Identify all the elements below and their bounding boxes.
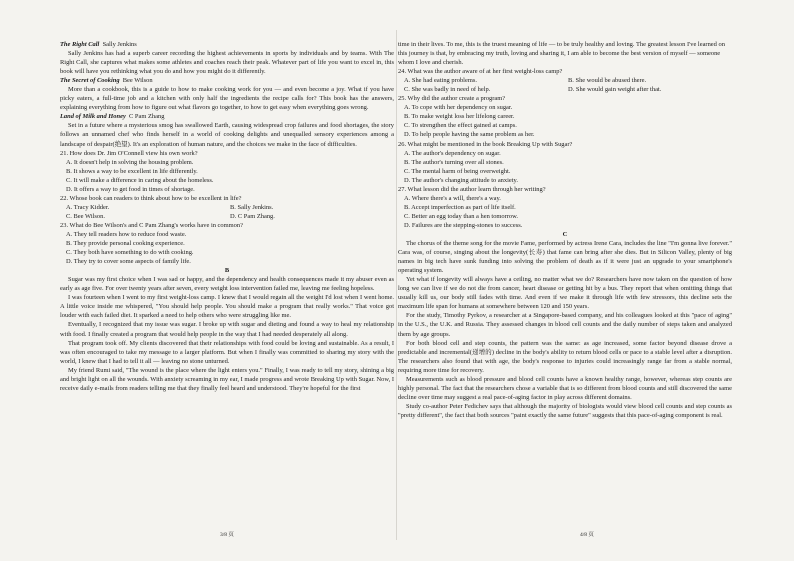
left-column	[60, 40, 394, 393]
option: B. Accept imperfection as part of life itself.	[404, 203, 516, 211]
passage-paragraph: Study co-author Peter Fedichev says that although the majority of biologists would view blood cell counts and step counts as "pretty different", the fact that both sources "paint exactly the same future" suggests that this pace-of-aging component is real.	[398, 402, 732, 419]
passage-paragraph: For both blood cell and step counts, the pattern was the same: as age increased, some factor beyond disease drove a predictable and incremental(递增的) decline in the body's ability to return blood cells or pace to a stable level after a disruption. The researchers also found that with age, the body's response to injuries could increasingly range far from a stable normal, requiring more time for recovery.	[398, 339, 732, 374]
page-divider	[396, 30, 397, 540]
option: D. Failures are the stepping-stones to success.	[404, 221, 523, 229]
option: A. Where there's a will, there's a way.	[404, 194, 501, 202]
option-row: A. She had eating problems. B. She would be abused there.	[404, 77, 647, 85]
option-row: C. Bee Wilson. D. C Pam Zhang.	[66, 212, 275, 220]
passage-paragraph: That program took off. My clients discovered that their relationships with food could be loving and sustainable. As a result, I was often encouraged to take my message to a larger platform. But when I finally was committed to sharing my story with the world, I knew that I had to tell it all — leaving no stone unturned.	[60, 339, 394, 365]
right-column	[398, 40, 732, 420]
question-23: 23. What do Bee Wilson's and C Pam Zhang's works have in common?	[60, 221, 243, 229]
option: C. It will make a difference in caring about the homeless.	[66, 176, 214, 184]
passage-paragraph: The chorus of the theme song for the movie Fame, performed by actress Irene Cara, includes the line "I'm gonna live forever." Cara was, of course, singing about the longevity(长寿) that fame can bring after she dies. But in Silicon Valley, plenty of big names in big tech have sunk funding into solving the problem of death as if it were just an upgrade to your smartphone's operating system.	[398, 240, 732, 275]
passage-paragraph: For the study, Timothy Pyrkov, a researcher at a Singapore-based company, and his colleagues looked at this "pace of aging" in the U.S., the U.K. and Russia. They assessed changes in blood cell counts and the daily number of steps taken and analyzed them by age groups.	[398, 312, 732, 338]
book-heading: Land of Milk and Honey C Pam Zhang	[60, 113, 165, 121]
option: C. The mental harm of being overweight.	[404, 167, 511, 175]
passage-paragraph: I was fourteen when I went to my first weight-loss camp. I knew that I would regain all the weight I'd lost when I went home. A little voice inside me whispered, "You should help people. You should make a program that really works." That voice got louder with each failed diet. It sparked a need to help others who were struggling like me.	[60, 294, 394, 320]
option: C. To strengthen the effect gained at camps.	[404, 122, 517, 130]
passage-paragraph: Sugar was my first choice when I was sad or happy, and the dependency and health consequences made it my abuser even as early as age five. For over twenty years after seven, every weight loss intervention failed me, leaving me feeling hopeless.	[60, 276, 394, 293]
question-27: 27. What lesson did the author learn through her writing?	[398, 185, 546, 193]
option: D. To help people having the same problem as her.	[404, 131, 535, 139]
passage-paragraph: Eventually, I recognized that my issue was sugar. I broke up with sugar and dieting and found a way to heal my relationship with food. I finally created a program that would help people in the way that I had needed desperately all along.	[60, 321, 394, 338]
book-description: More than a cookbook, this is a guide to how to make cooking work for you — and even become a joy. What if you have picky eaters, a full-time job and a kitchen with only half the ingredients the recipe calls for? This book has the answers, explaining everything from how to figure out what flavors go together, to how to get easy when everything goes wrong.	[60, 86, 394, 112]
option-row: A. Tracy Kidder. B. Sally Jenkins.	[66, 203, 274, 211]
book-heading: The Secret of Cooking Bee Wilson	[60, 77, 153, 85]
option: A. It doesn't help in solving the housing problem.	[66, 158, 194, 166]
question-21: 21. How does Dr. Jim O'Connell view his own work?	[60, 149, 198, 157]
option: A. They tell readers how to reduce food waste.	[66, 230, 187, 238]
question-26: 26. What might be mentioned in the book Breaking Up with Sugar?	[398, 140, 573, 148]
option-row: C. She was badly in need of help. D. She would gain weight after that.	[404, 86, 662, 94]
passage-paragraph: My friend Rumi said, "The wound is the place where the light enters you." Finally, I was ready to tell my story, shining a big and bright light on all the wounds. With anxiety screaming in my ear, I made progress and wrote Breaking Up with Sugar. Now, I receive daily e-mails from readers telling me that they finally feel heard and understood. They're hopeful for the first	[60, 366, 394, 392]
page-number: 4/8 页	[580, 532, 594, 538]
book-description: Sally Jenkins has had a superb career recording the highest achievements in sports by individuals and by teams. With The Right Call, she captures what makes some athletes and coaches reach their peak. Whatever part of life you want to excel in, this book will have you rethinking what you do and how you might do it differently.	[60, 50, 394, 76]
passage-continuation: time in their lives. To me, this is the truest meaning of life — to be truly healthy and loving. The greatest lesson I've learned on this journey is that, by embracing my truth, loving and sharing it, I am able to become the best version of myself — someone whom I love and cherish.	[398, 41, 725, 67]
option: D. It offers a way to get food in times of shortage.	[66, 185, 195, 193]
option: B. The author's turning over all stones.	[404, 158, 504, 166]
passage-paragraph: Yet what if longevity will always have a ceiling, no matter what we do? Researchers have now taken on the question of how long we can live if we do not die from cancer, heart disease or getting hit by a bus. They report that when omitting things that usually kill us, our body still fades with time. And even if we make it through life with few stressors, this decline sets the maximum life span for humans at somewhere between 120 and 150 years.	[398, 276, 732, 311]
option: C. They both have something to do with cooking.	[66, 249, 194, 257]
option: A. To cope with her dependency on sugar.	[404, 104, 513, 112]
option: B. They provide personal cooking experience.	[66, 240, 185, 248]
question-24: 24. What was the author aware of at her first weight-loss camp?	[398, 68, 563, 76]
book-heading: The Right Call Sally Jenkins	[60, 41, 137, 48]
section-heading-c: C	[562, 230, 568, 238]
option: C. Better an egg today than a hen tomorrow.	[404, 212, 518, 220]
question-25: 25. Why did the author create a program?	[398, 95, 506, 103]
page-number: 3/8 页	[220, 532, 234, 538]
question-22: 22. Whose book can readers to think about how to be excellent in life?	[60, 194, 242, 202]
option: A. The author's dependency on sugar.	[404, 149, 501, 157]
option: D. The author's changing attitude to anxiety.	[404, 176, 518, 184]
section-heading-b: B	[224, 267, 230, 275]
option: B. It shows a way to be excellent in life differently.	[66, 167, 198, 175]
book-description: Set in a future where a mysterious smog has swallowed Earth, causing widespread crop failures and food shortages, the story follows an unnamed chef who finds herself in a world of cooking delights and unequalled sensory experiences among a landscape of despair(绝望). It's an exploration of human nature, and the choices we make in the face of difficulties.	[60, 122, 394, 148]
option: D. They try to cover some aspects of family life.	[66, 258, 191, 266]
passage-paragraph: Measurements such as blood pressure and blood cell counts have a known healthy range, however, whereas step counts are highly personal. The fact that the researchers chose a variable that is so different from blood counts and still discovered the same decline over time may suggest a real pace-of-aging factor in play across different domains.	[398, 375, 732, 401]
option: B. To make weight loss her lifelong career.	[404, 113, 515, 121]
